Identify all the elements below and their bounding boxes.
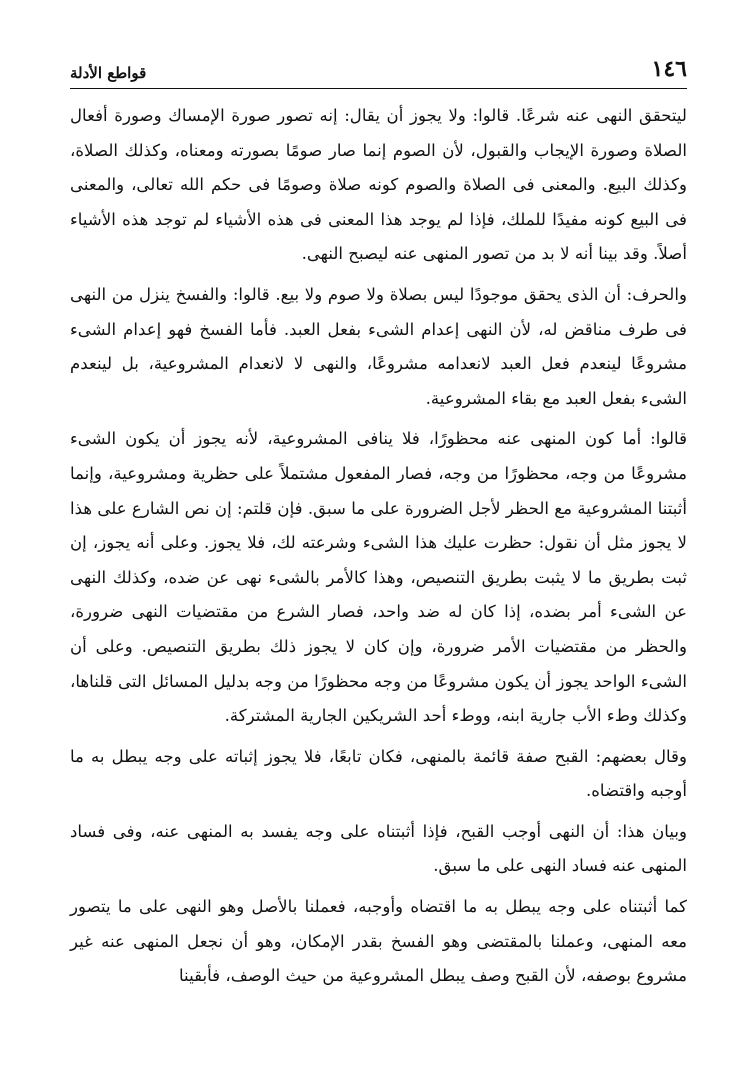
paragraph: وقال بعضهم: القبح صفة قائمة بالمنهى، فكان تابعًا، فلا يجوز إثباته على وجه يبطل به ما أوجبه واقتضاه. xyxy=(70,746,687,801)
paragraph: قالوا: أما كون المنهى عنه محظورًا، فلا ينافى المشروعية، لأنه يجوز أن يكون الشىء مشروعًا من وجه، محظورًا من وجه، فصار المفعول مشتملاً على حظرية ومشروعية، وإنما أثبتنا المشروعية مع الحظر لأجل الضرورة على ما سبق. فإن قلتم: إن نص الشارع على هذا لا يجوز مثل أن نقول: حظرت عليك هذا الشىء وشرعته لك، فلا يجوز. وعلى أنه يجوز، إن ثبت بطريق ما لا يثبت بطريق التنصيص، وهذا كالأمر بالشىء نهى عن ضده، وكذلك النهى عن الشىء أمر بضده، إذا كان له ضد واحد، فصار الشرع من مقتضيات النهى ضرورة، والحظر من مقتضيات الأمر ضرورة، وإن كان لا يجوز ذلك بطريق التنصيص. وعلى أن الشىء الواحد يجوز أن يكون مشروعًا من وجه محظورًا من وجه بدليل المسائل التى قلناها، وكذلك وطء الأب جارية ابنه، ووطء أحد الشريكين الجارية المشتركة. xyxy=(70,429,687,726)
paragraph: والحرف: أن الذى يحقق موجودًا ليس بصلاة ولا صوم ولا بيع. قالوا: والفسخ ينزل من النهى فى طرف مناقض له، لأن النهى إعدام الشىء بفعل العبد. فأما الفسخ فهو إعدام الشىء مشروعًا لينعدم فعل العبد لانعدامه مشروعًا، والنهى لا لانعدام المشروعية، بل لينعدم الشىء بفعل العبد مع بقاء المشروعية. xyxy=(70,284,687,408)
paragraph: كما أثبتناه على وجه يبطل به ما اقتضاه وأوجبه، فعملنا بالأصل وهو النهى على ما يتصور معه المنهى، وعملنا بالمقتضى وهو الفسخ بقدر الإمكان، وهو أن نجعل المنهى عنه غير مشروع بوصفه، لأن القبح وصف يبطل المشروعية من حيث الوصف، فأبقينا xyxy=(70,897,687,986)
paragraph: ليتحقق النهى عنه شرعًا. قالوا: ولا يجوز أن يقال: إنه تصور صورة الإمساك وصورة أفعال الصلاة وصورة الإيجاب والقبول، لأن الصوم إنما صار صومًا بصورته ومعناه، وكذلك الصلاة، وكذلك البيع. والمعنى فى الصلاة والصوم كونه صلاة وصومًا فى حكم الله تعالى، والمعنى فى البيع كونه مفيدًا للملك، فإذا لم يوجد هذا المعنى فى هذه الأشياء لم توجد هذه الأشياء أصلاً. وقد بينا أنه لا بد من تصور المنهى عنه ليصبح النهى. xyxy=(70,106,687,264)
page-header xyxy=(70,56,687,89)
body-text xyxy=(70,99,687,994)
page-number: ١٤٦ xyxy=(651,56,687,82)
paragraph: وبيان هذا: أن النهى أوجب القبح، فإذا أثبتناه على وجه يفسد به المنهى عنه، وفى فساد المنهى عنه فساد النهى على ما سبق. xyxy=(70,821,687,876)
running-title: قواطع الأدلة xyxy=(70,64,147,82)
